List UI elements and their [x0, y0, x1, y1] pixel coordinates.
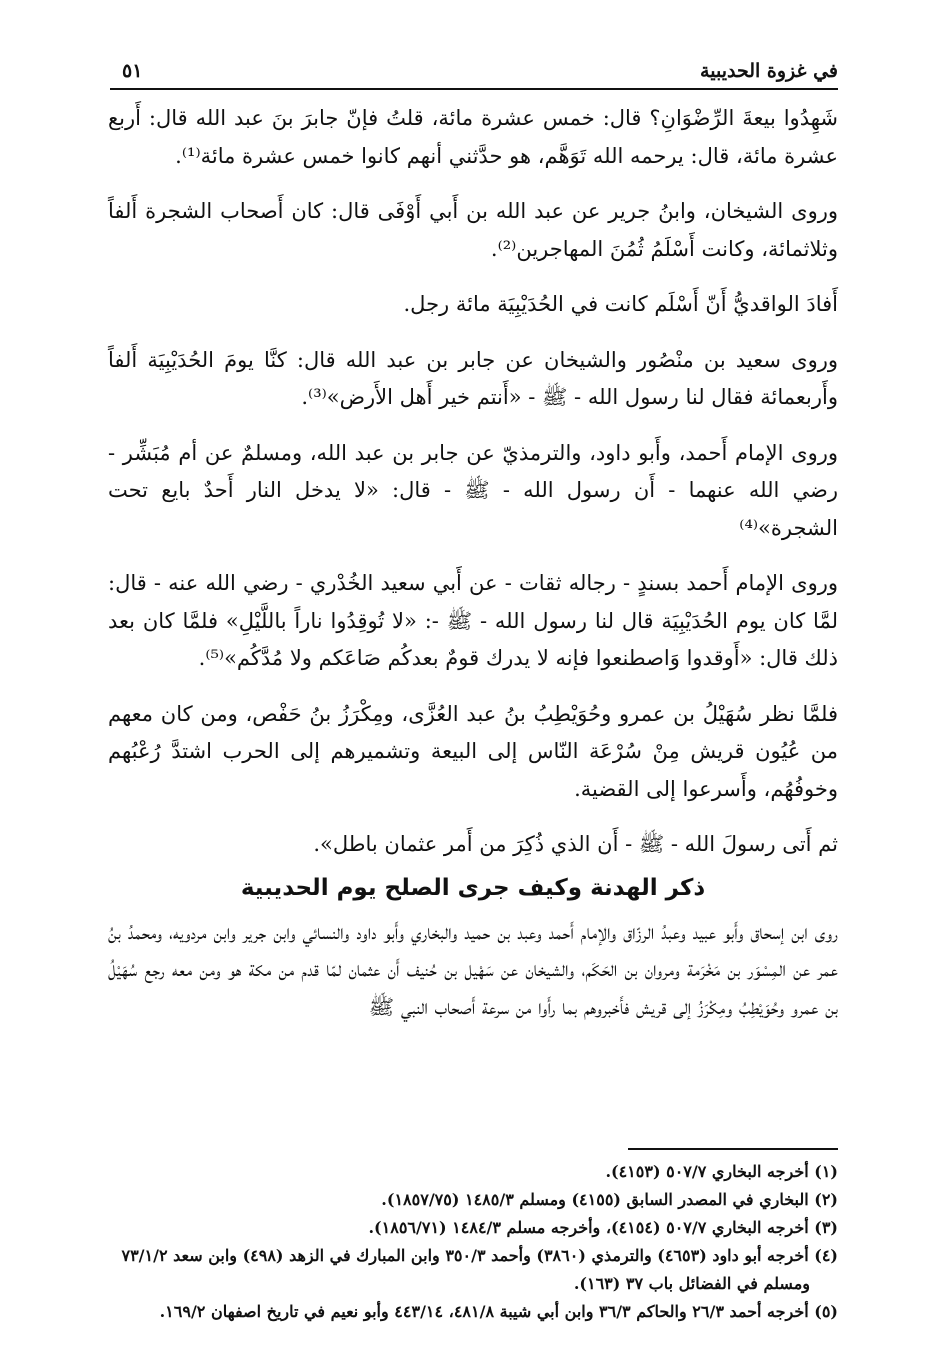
page-number: ٥١ — [122, 60, 143, 82]
main-text — [108, 100, 838, 1026]
paragraph-2: وروى الشيخان، وابنُ جرير عن عبد الله بن أَبي أَوْفَى قال: كان أَصحاب الشجرة أَلفاً وثلاثمائة، وكانت أَسْلَمُ ثُمُنَ المهاجرين⁽²⁾. — [108, 199, 838, 261]
paragraph-7: فلمَّا نظر سُهَيْلُ بن عمرو وحُوَيْطِبُ بنُ عبد العُزَّى، ومِكْرَزُ بنُ حَفْص، ومن كان معهم من عُيُون قريش مِنْ سُرْعَة النّاس إلى البيعة وتشميرهم إلى الحرب اشتدَّ رُعْبُهم وخوفُهُم، وأَسرعوا إلى القضية. — [108, 701, 838, 801]
paragraph-4: وروى سعيد بن منْصُور والشيخان عن جابر بن عبد الله قال: كنَّا يومَ الحُدَيْبِيَة أَلفاً وأَربعمائة فقال لنا رسول الله - ﷺ - «أَنتم خير أَهل الأَرض»⁽³⁾. — [108, 347, 838, 409]
footnotes — [108, 1158, 838, 1326]
footnote-2: (٢) البخاري في المصدر السابق (٤١٥٥) ومسلم ١٤٨٥/٣ (١٨٥٧/٧٥). — [381, 1190, 838, 1209]
paragraph-6: وروى الإمام أَحمد بسندٍ - رجاله ثقات - عن أَبي سعيد الخُدْري - رضي الله عنه - قال: لمَّا كان يوم الحُدَيْبِيَة قال لنا رسول الله - ﷺ -: «لا تُوقِدُوا ناراً باللَّيْلِ» فلمَّا كان بعد ذلك قال: «أَوقدوا وَاصطنعوا فإنه لا يدرك قومٌ بعدكُم صَاعَكم ولا مُدَّكُم»⁽⁵⁾. — [108, 571, 838, 670]
footnote-3: (٣) أخرجه البخاري ٥٠٧/٧ (٤١٥٤)، وأخرجه مسلم ١٤٨٤/٣ (١٨٥٦/٧١). — [368, 1218, 838, 1237]
closing-paragraph: روى ابن إسحاق وأَبو عبيد وعبدُ الرزّاق والإمام أَحمد وعبد بن حميد والبخاري وأَبو داود والنسائي وابن جرير وابن مردويه، ومحمدُ بنُ عمر عن المِسْوَر بن مَخْرَمة ومروان بن الحَكَم، والشيخان عن سَهْيل بن حُنيف أَن عثمان لمّا قدم من مكة هو ومن معه رجع سُهَيْلُ بن عمرو وحُوَيْطِبُ ومِكْرَزُ إلى قريش فأَخبروهم بما رأَوا من سرعة أَصحاب النبي ﷺ — [108, 919, 838, 1019]
paragraph-1: شَهِدُوا بيعةَ الرِّضْوَانِ؟ قال: خمس عشرة مائة، قلتُ فإنّ جابرَ بنَ عبد الله قال: أَربع عشرة مائة، قال: يرحمه الله تَوَهَّم، هو حدَّثني أنهم كانوا خمس عشرة مائة⁽¹⁾. — [108, 106, 838, 168]
running-header-title: في غزوة الحديبية — [700, 60, 838, 82]
running-header — [110, 62, 838, 90]
paragraph-3: أَفادَ الواقديُّ أَنّ أَسْلَم كانت في الحُدَيْبِيَة مائة رجل. — [403, 292, 838, 316]
paragraph-8: ثم أَتى رسولَ الله - ﷺ - أَن الذي ذُكِرَ من أَمر عثمان باطل». — [313, 832, 838, 856]
footnote-1: (١) أخرجه البخاري ٥٠٧/٧ (٤١٥٣). — [605, 1162, 838, 1181]
section-heading: ذكر الهدنة وكيف جرى الصلح يوم الحديبية — [240, 874, 706, 901]
footnote-4-continued: ومسلم في الفضائل باب ٣٧ (١٦٣). — [573, 1274, 810, 1293]
footnote-5: (٥) أخرجه أحمد ٢٦/٣ والحاكم ٣٦/٣ وابن أبي شيبة ٤٨١/٨، ٤٤٣/١٤ وأبو نعيم في تاريخ اصفهان ١٦٩/٢. — [159, 1302, 838, 1321]
footnote-4: (٤) أخرجه أبو داود (٤٦٥٣) والترمذي (٣٨٦٠) وأحمد ٣٥٠/٣ وابن المبارك في الزهد (٤٩٨) وابن سعد ٧٣/١/٢ — [121, 1246, 838, 1265]
paragraph-5: وروى الإمام أَحمد، وأَبو داود، والترمذيّ عن جابر بن عبد الله، ومسلمٌ عن أم مُبَشِّر - رضي الله عنهما - أَن رسول الله - ﷺ - قال: «لا يدخل النار أَحدٌ بايع تحت الشجرة»⁽⁴⁾ — [108, 440, 838, 540]
footnote-divider — [628, 1148, 838, 1150]
